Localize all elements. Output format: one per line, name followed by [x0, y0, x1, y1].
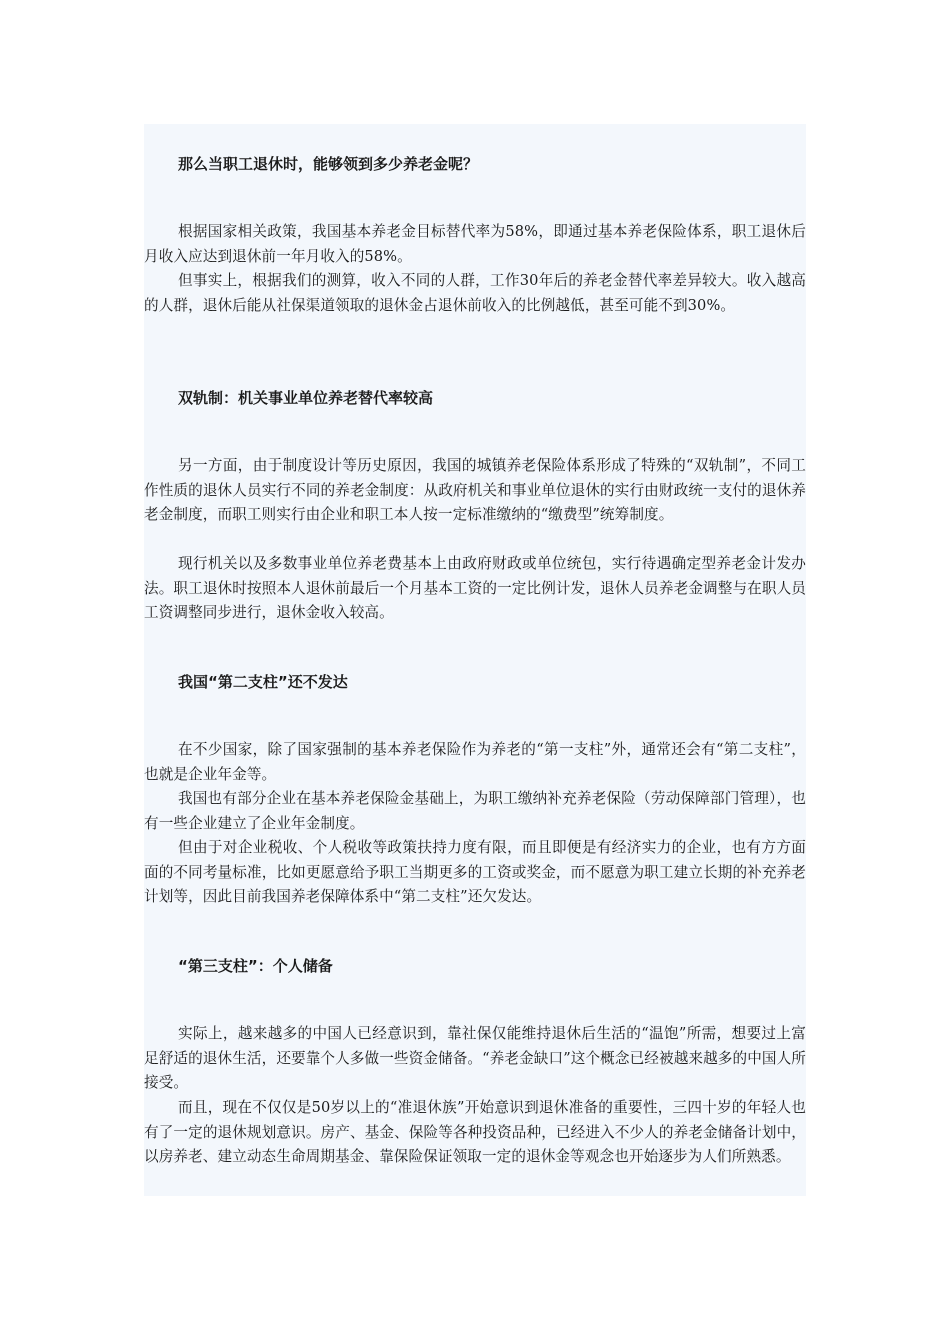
- paragraph: 根据国家相关政策，我国基本养老金目标替代率为58%，即通过基本养老保险体系，职工退休后月收入应达到退休前一年月收入的58%。: [144, 223, 806, 265]
- paragraph: 另一方面，由于制度设计等历史原因，我国的城镇养老保险体系形成了特殊的“双轨制”，不同工作性质的退休人员实行不同的养老金制度：从政府机关和事业单位退休的实行由财政统一支付的退休养老金制度，而职工则实行由企业和职工本人按一定标准缴纳的“缴费型”统筹制度。: [144, 457, 806, 524]
- article-panel: [144, 124, 806, 1196]
- paragraph: 我国也有部分企业在基本养老保险金基础上，为职工缴纳补充养老保险（劳动保障部门管理），也有一些企业建立了企业年金制度。: [144, 790, 806, 832]
- paragraph: 但事实上，根据我们的测算，收入不同的人群，工作30年后的养老金替代率差异较大。收入越高的人群，退休后能从社保渠道领取的退休金占退休前收入的比例越低，甚至可能不到30%。: [144, 272, 806, 314]
- paragraph: 现行机关以及多数事业单位养老费基本上由政府财政或单位统包，实行待遇确定型养老金计发办法。职工退休时按照本人退休前最后一个月基本工资的一定比例计发，退休人员养老金调整与在职人员工资调整同步进行，退休金收入较高。: [144, 555, 806, 622]
- section-heading: “第三支柱”：个人储备: [178, 957, 333, 975]
- section-heading: 那么当职工退休时，能够领到多少养老金呢？: [178, 155, 479, 173]
- paragraph: 但由于对企业税收、个人税收等政策扶持力度有限，而且即便是有经济实力的企业，也有方方面面的不同考量标准，比如更愿意给予职工当期更多的工资或奖金，而不愿意为职工建立长期的补充养老计划等，因此目前我国养老保障体系中“第二支柱”还欠发达。: [144, 839, 806, 906]
- paragraph: 实际上，越来越多的中国人已经意识到，靠社保仅能维持退休后生活的“温饱”所需，想要过上富足舒适的退休生活，还要靠个人多做一些资金储备。“养老金缺口”这个概念已经被越来越多的中国人所接受。: [144, 1025, 806, 1092]
- section-heading: 双轨制：机关事业单位养老替代率较高: [178, 389, 434, 407]
- paragraph: 在不少国家，除了国家强制的基本养老保险作为养老的“第一支柱”外，通常还会有“第二支柱”，也就是企业年金等。: [144, 741, 806, 783]
- section-heading: 我国“第二支柱”还不发达: [178, 673, 348, 691]
- paragraph: 而且，现在不仅仅是50岁以上的“准退休族”开始意识到退休准备的重要性，三四十岁的年轻人也有了一定的退休规划意识。房产、基金、保险等各种投资品种，已经进入不少人的养老金储备计划中，以房养老、建立动态生命周期基金、靠保险保证领取一定的退休金等观念也开始逐步为人们所熟悉。: [144, 1099, 806, 1166]
